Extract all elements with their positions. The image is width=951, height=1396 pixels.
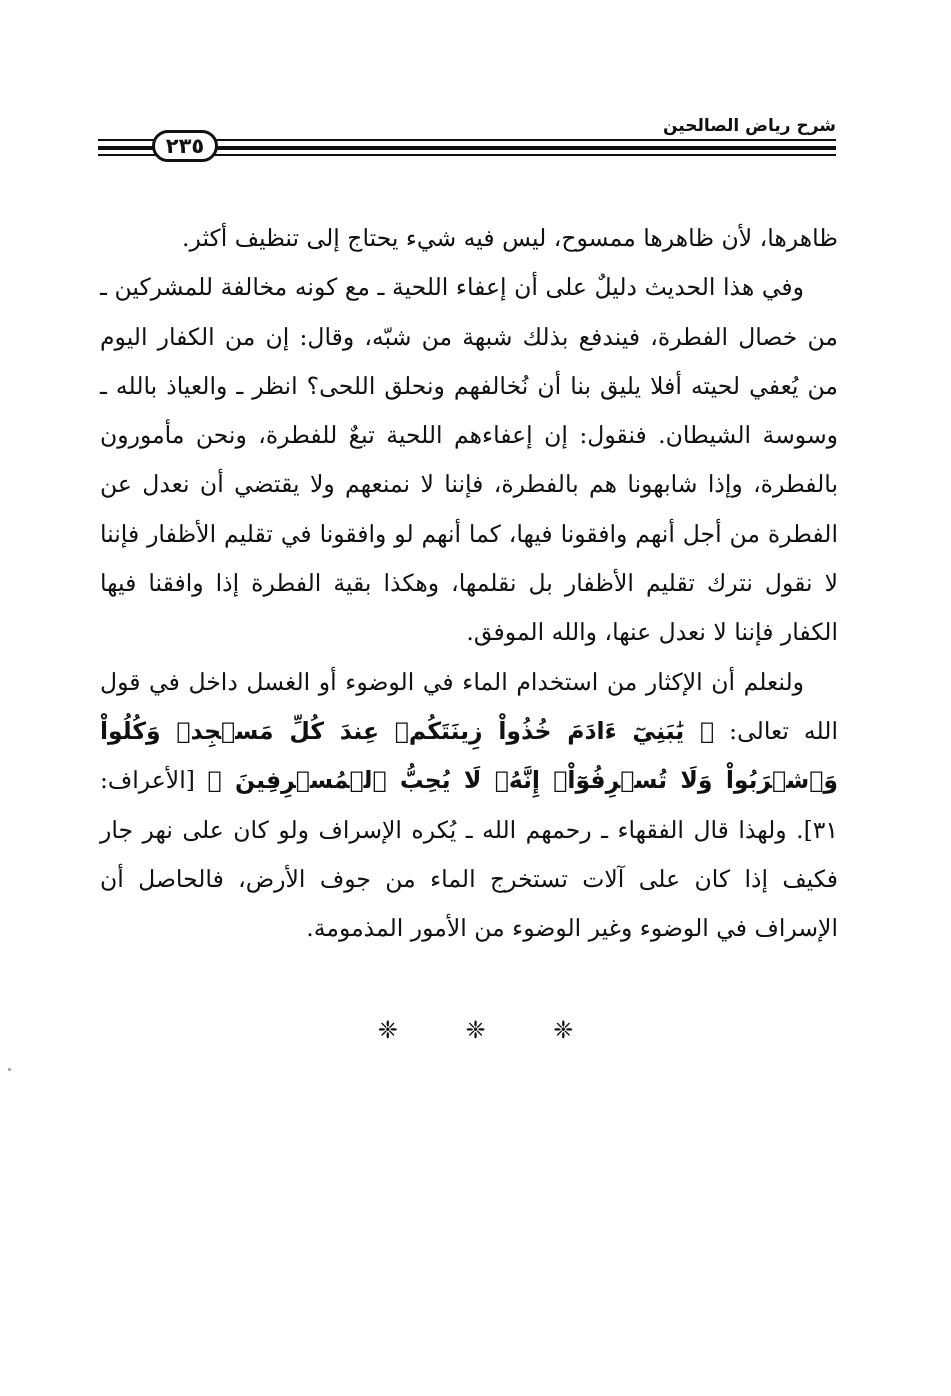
paragraph-water-rest: [الأعراف: ٣١]. ولهذا قال الفقهاء ـ رحمهم الله ـ يُكره الإسراف ولو كان على نهر جار فكيف إذا كان على آلات تستخرج الماء من جوف الأرض، فالحاصل أن الإسراف في الوضوء وغير الوضوء من الأمور المذمومة. [100,766,838,943]
page-number: ٢٣٥ [152,130,218,162]
paragraph-continuation: ظاهرها، لأن ظاهرها ممسوح، ليس فيه شيء يحتاج إلى تنظيف أكثر. [182,224,838,252]
paragraph-water [100,658,838,954]
paragraph-beard: وفي هذا الحديث دليلٌ على أن إعفاء اللحية ـ مع كونه مخالفة للمشركين ـ من خصال الفطرة، فيندفع بذلك شبهة من شبّه، وقال: إن من الكفار اليوم من يُعفي لحيته أفلا يليق بنا أن نُخالفهم ونحلق اللحى؟ انظر ـ والعياذ بالله ـ وسوسة الشيطان. فنقول: إن إعفاءهم اللحية تبعٌ للفطرة، ونحن مأمورون بالفطرة، وإذا شابهونا هم بالفطرة، فإننا لا نمنعهم ولا يقتضي أن نعدل عن الفطرة من أجل أنهم وافقونا فيها، كما أنهم لو وافقونا في تقليم الأظفار فإننا لا نقول نترك تقليم الأظفار بل نقلمها، وهكذا بقية الفطرة إذا وافقنا فيها الكفار فإننا لا نعدل عنها، والله الموفق. [100,273,838,647]
separator-star-icon: ❈ [377,1016,398,1044]
page-body [100,214,838,953]
separator-star-icon: ❈ [553,1016,574,1044]
scan-speck [8,1068,11,1071]
book-title: شرح رياض الصالحين [662,116,836,136]
section-separator [0,1016,951,1044]
page-header [98,112,836,164]
separator-star-icon: ❈ [465,1016,486,1044]
quran-verse: ﴿ يَٰبَنِيٓ ءَادَمَ خُذُواْ زِينَتَكُمۡ عِندَ كُلِّ مَسۡجِدٖ وَكُلُواْ وَٱشۡرَبُواْ وَلَا تُسۡرِفُوٓاْۚ إِنَّهُۥ لَا يُحِبُّ ٱلۡمُسۡرِفِينَ ﴾ [100,716,838,795]
paragraph-water-intro: ولنعلم أن الإكثار من استخدام الماء في الوضوء أو الغسل داخل في قول الله تعالى: [100,667,838,745]
